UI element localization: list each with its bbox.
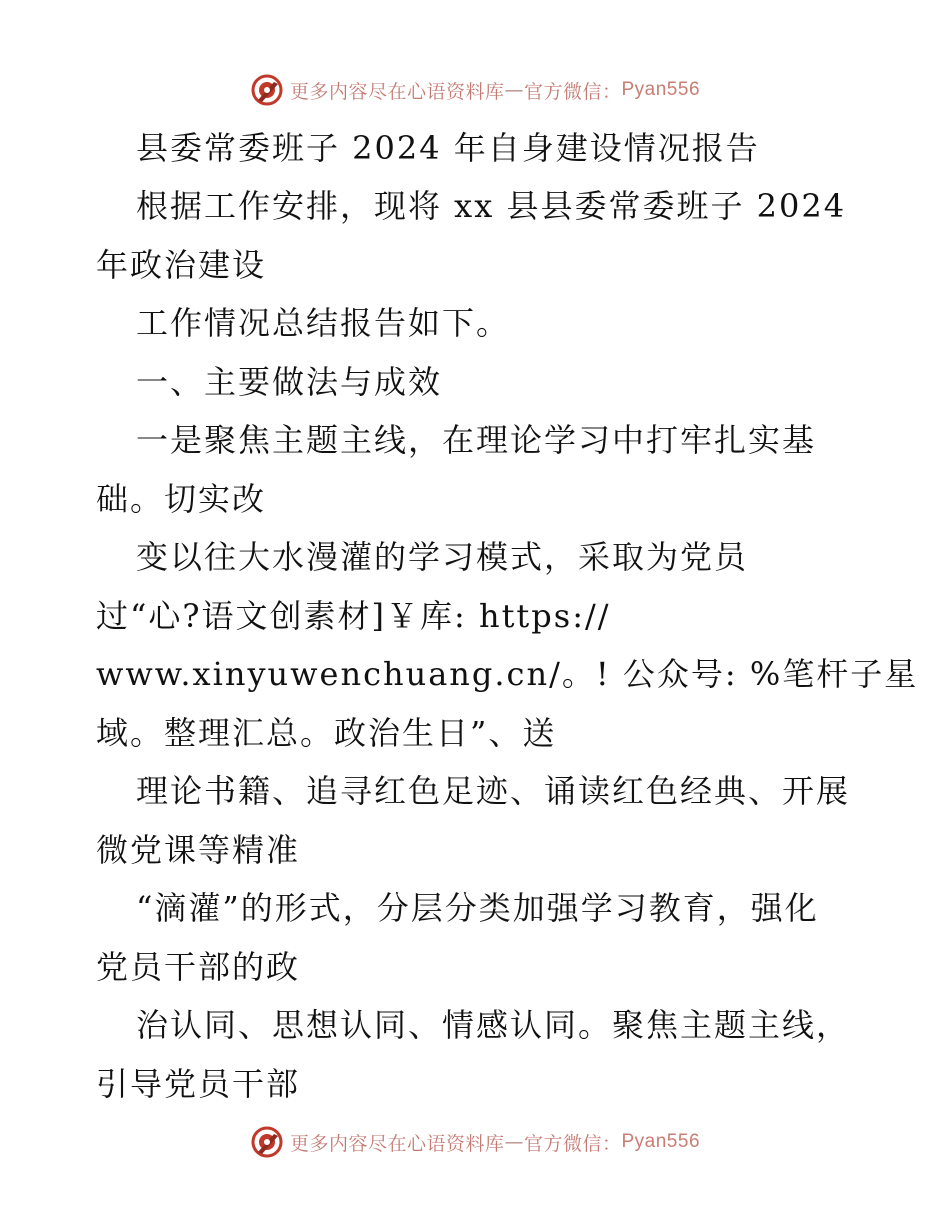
banner-main-text: 更多内容尽在心语资料库 <box>289 1132 505 1155</box>
paragraph-line: 过“心?语文创素材]￥库: https:// <box>96 597 611 635</box>
banner-separator: — <box>504 1131 524 1153</box>
section-heading: 一、主要做法与成效 <box>136 363 443 401</box>
paragraph-line: 党员干部的政 <box>96 948 301 986</box>
pen-logo-icon <box>250 73 284 107</box>
paragraph-line: “滴灌”的形式，分层分类加强学习教育，强化 <box>136 889 819 927</box>
paragraph-line: 工作情况总结报告如下。 <box>136 304 511 342</box>
paragraph-line: 治认同、思想认同、情感认同。聚焦主题主线， <box>136 1006 851 1044</box>
paragraph-line: 域。整理汇总。政治生日”、送 <box>96 714 557 752</box>
paragraph-line: 根据工作安排，现将 xx 县县委常委班子 2024 <box>136 187 847 225</box>
paragraph-line: 础。切实改 <box>96 480 267 518</box>
paragraph-line: 年政治建设 <box>96 246 267 284</box>
paragraph-line: www.xinyuwenchuang.cn/。! 公众号: %笔杆子星 <box>96 655 919 693</box>
banner-wechat-id: Pyan556 <box>621 1131 701 1152</box>
banner-main-text: 更多内容尽在心语资料库 <box>289 80 505 103</box>
pen-logo-icon <box>250 1125 284 1159</box>
document-title: 县委常委班子 2024 年自身建设情况报告 <box>136 129 760 167</box>
paragraph-line: 理论书籍、追寻红色足迹、诵读红色经典、开展 <box>136 772 851 810</box>
banner-wechat-id: Pyan556 <box>621 79 701 100</box>
banner-wechat-label: 官方微信： <box>523 1132 622 1155</box>
footer-banner <box>0 1122 950 1162</box>
banner-separator: — <box>504 79 524 101</box>
paragraph-line: 变以往大水漫灌的学习模式，采取为党员 <box>136 538 749 576</box>
paragraph-line: 一是聚焦主题主线，在理论学习中打牢扎实基 <box>136 421 817 459</box>
header-banner <box>0 70 950 110</box>
paragraph-line: 微党课等精准 <box>96 831 301 869</box>
paragraph-line: 引导党员干部 <box>96 1065 301 1103</box>
banner-wechat-label: 官方微信： <box>523 80 622 103</box>
